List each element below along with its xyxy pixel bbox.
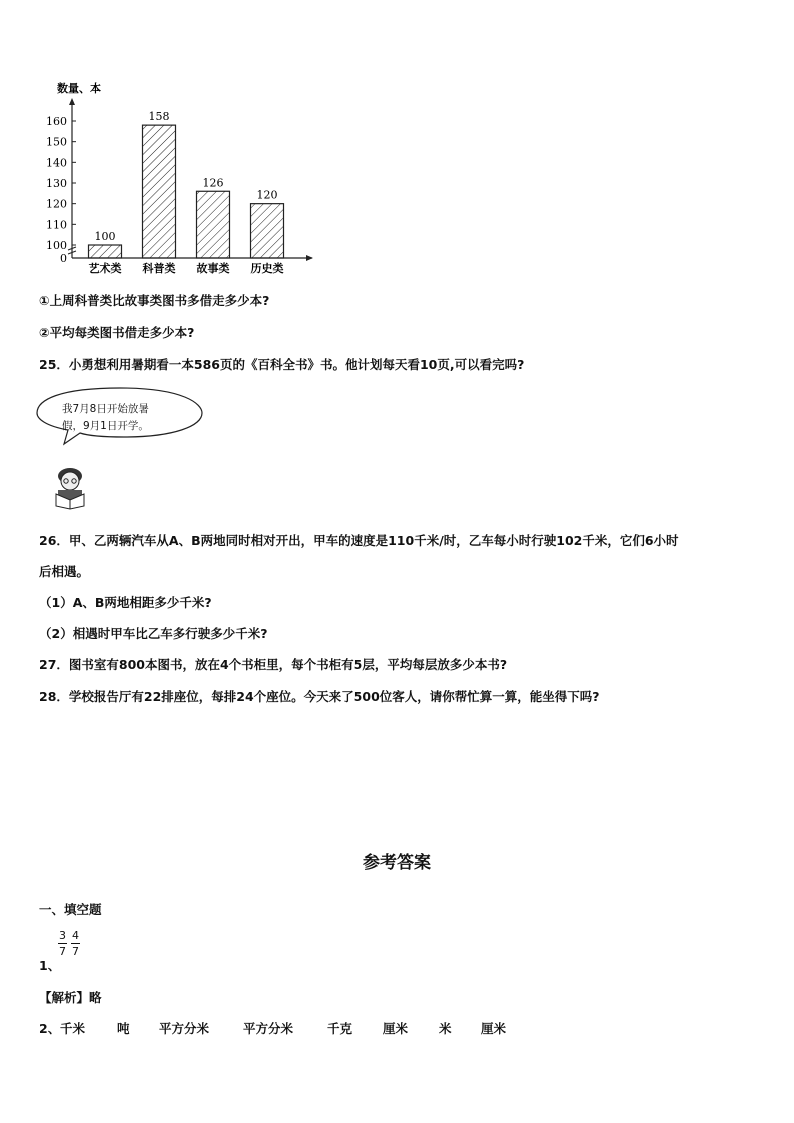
- y-tick-label: 160: [46, 115, 67, 128]
- fraction-2-bar: [71, 943, 80, 944]
- unit-item: 吨: [117, 1021, 130, 1036]
- fraction-4-7: [71, 929, 80, 958]
- answer-1-label: 1、: [39, 958, 61, 973]
- category-label: 艺术类: [88, 262, 122, 275]
- unit-item: 平方分米: [159, 1021, 210, 1036]
- bar-chart: [30, 72, 330, 282]
- speech-bubble-text: [62, 401, 149, 435]
- bar-value-label: 126: [202, 176, 224, 190]
- fraction-1-denominator: 7: [59, 945, 66, 958]
- x-axis-arrow: [306, 255, 313, 261]
- student-reading-illustration: [50, 466, 90, 510]
- unit-item: 米: [439, 1021, 452, 1036]
- q24-sub2-text: ②平均每类图书借走多少本?: [39, 325, 195, 340]
- y-tick-label: 110: [46, 218, 67, 232]
- unit-item: 千克: [327, 1021, 353, 1036]
- unit-item: 厘米: [481, 1021, 507, 1036]
- chart-bars: [89, 110, 284, 275]
- bar-value-label: 158: [148, 110, 170, 124]
- q26-line1: 26．甲、乙两辆汽车从A、B两地同时相对开出，甲车的速度是110千米/时，乙车每小时行驶102千米，它们6小时: [39, 533, 679, 548]
- category-label: 历史类: [250, 262, 284, 275]
- category-label: 故事类: [196, 262, 230, 275]
- y-tick-label: 130: [46, 177, 67, 190]
- y-tick-label: 100: [46, 239, 67, 252]
- q24-sub1: [39, 291, 269, 309]
- y-axis-label: 数量、本: [57, 82, 101, 95]
- answers-section-1: 一、填空题: [39, 902, 102, 917]
- q24-sub1-text: ①上周科普类比故事类图书多借走多少本?: [39, 293, 270, 308]
- y-tick-label: 0: [60, 252, 67, 265]
- bar-value-label: 100: [94, 230, 116, 243]
- fraction-2-denominator: 7: [72, 945, 79, 958]
- unit-item: 平方分米: [243, 1021, 294, 1036]
- bar: [89, 245, 122, 258]
- bar: [251, 204, 284, 258]
- bar: [197, 191, 230, 258]
- answer-2-label: 2、: [39, 1021, 61, 1036]
- q28-text: 28．学校报告厅有22排座位，每排24个座位。今天来了500位客人，请你帮忙算一算，能坐得下吗?: [39, 689, 600, 704]
- q26-sub2: （2）相遇时甲车比乙车多行驶多少千米?: [39, 626, 268, 641]
- q26-sub1: （1）A、B两地相距多少千米?: [39, 595, 212, 610]
- answers-title: 参考答案: [363, 853, 431, 873]
- q24-sub2: [39, 323, 194, 341]
- q25-text: 25．小勇想利用暑期看一本586页的《百科全书》书。他计划每天看10页,可以看完吗?: [39, 357, 525, 372]
- bubble-line-2: 假，9月1日开学。: [62, 420, 149, 432]
- bar-value-label: 120: [256, 188, 278, 202]
- y-tick-label: 120: [46, 197, 67, 211]
- analysis-note: 【解析】略: [39, 990, 102, 1005]
- y-tick-label: 150: [46, 135, 67, 149]
- unit-item: 厘米: [383, 1021, 409, 1036]
- fraction-3-7: [58, 929, 67, 958]
- category-label: 科普类: [142, 262, 176, 275]
- bar-chart-svg: [30, 72, 330, 282]
- q27-text: 27．图书室有800本图书，放在4个书柜里，每个书柜有5层，平均每层放多少本书?: [39, 657, 508, 672]
- q26-line2: 后相遇。: [39, 564, 90, 579]
- bar: [143, 125, 176, 258]
- fraction-2-numerator: 4: [72, 929, 79, 942]
- unit-item: 千米: [60, 1021, 86, 1036]
- bubble-line-1: 我7月8日开始放暑: [62, 403, 149, 415]
- fraction-1-numerator: 3: [59, 929, 66, 942]
- y-axis-arrow: [69, 98, 75, 105]
- y-tick-label: 140: [46, 156, 67, 170]
- fraction-1-bar: [58, 943, 67, 944]
